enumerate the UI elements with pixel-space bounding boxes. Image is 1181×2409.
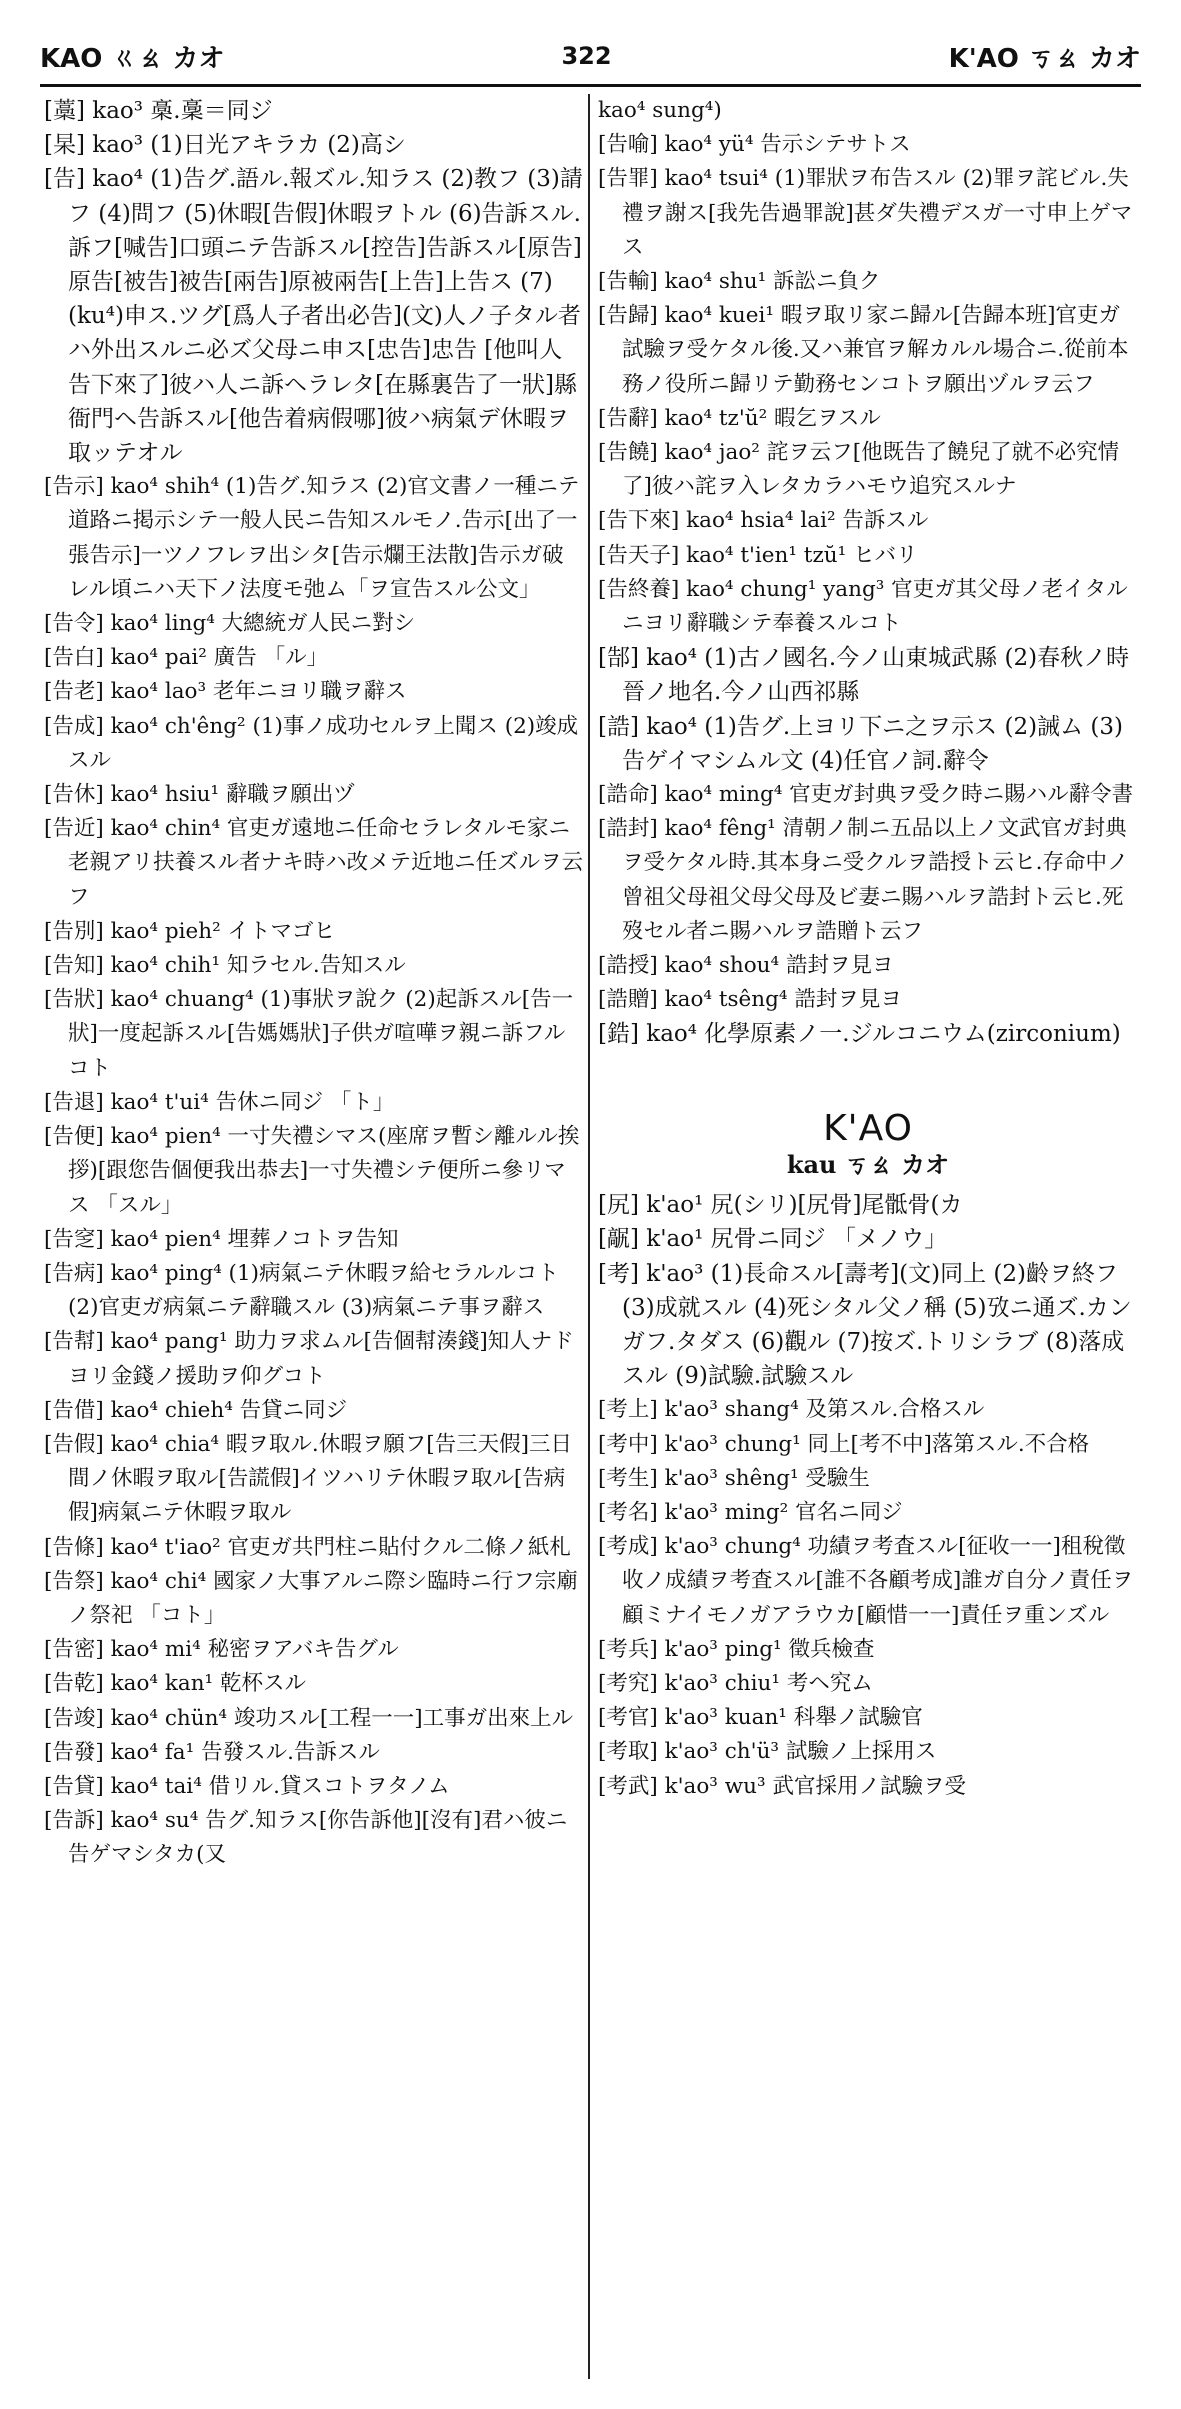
dictionary-entry: [告幇] kao⁴ pang¹ 助力ヲ求ムル[告個幇湊錢]知人ナドヨリ金錢ノ援助ヲ仰グコト (44, 1329, 574, 1389)
dictionary-entry: [告老] kao⁴ lao³ 老年ニヨリ職ヲ辭ス (44, 679, 407, 705)
dictionary-entry: [郜] kao⁴ (1)古ノ國名.今ノ山東城武縣 (2)春秋ノ時晉ノ地名.今ノ山西祁縣 (598, 645, 1130, 706)
dictionary-entry: [告示] kao⁴ shih⁴ (1)告グ.知ラス (2)官文書ノ一種ニテ道路ニ掲示シテ一般人民ニ告知スルモノ.告示[出了一張告示]一ツノフレヲ出シタ[告示爛王法散]告示ガ破レル頃ニハ天下ノ法度モ弛ム「ヲ宣告スル公文」 (44, 474, 580, 602)
dictionary-entry: [考上] k'ao³ shang⁴ 及第スル.合格スル (598, 1397, 985, 1423)
dictionary-entry: [考中] k'ao³ chung¹ 同上[考不中]落第スル.不合格 (598, 1431, 1090, 1457)
dictionary-entry: [告近] kao⁴ chin⁴ 官吏ガ遠地ニ任命セラレタルモ家ニ老親アリ扶養スル者ナキ時ハ改メテ近地ニ任ズルヲ云フ (44, 816, 584, 910)
dictionary-entry: [告別] kao⁴ pieh² イトマゴヒ (44, 918, 336, 944)
dictionary-entry: [告休] kao⁴ hsiu¹ 辭職ヲ願出ヅ (44, 782, 355, 808)
header-left: KAO ㄍㄠ カオ (40, 43, 225, 74)
dictionary-entry: [鋯] kao⁴ 化學原素ノ一.ジルコニウム(zirconium) (598, 1021, 1121, 1048)
dictionary-entry: [告辭] kao⁴ tz'ŭ² 暇乞ヲスル (598, 405, 881, 431)
dictionary-entry: [考取] k'ao³ ch'ü³ 試驗ノ上採用ス (598, 1739, 937, 1765)
dictionary-entry: [告令] kao⁴ ling⁴ 大總統ガ人民ニ對シ (44, 611, 416, 637)
dictionary-entry: [告成] kao⁴ ch'êng² (1)事ノ成功セルヲ上聞ス (2)竣成スル (44, 713, 579, 773)
dictionary-entry: [告條] kao⁴ t'iao² 官吏ガ共門柱ニ貼付クル二條ノ紙札 (44, 1534, 571, 1560)
column-divider (588, 94, 590, 2379)
dictionary-entry: [告訴] kao⁴ su⁴ 告グ.知ラス[你告訴他][沒有]君ハ彼ニ告ゲマシタカ(又 (44, 1808, 568, 1868)
dictionary-entry: [告下來] kao⁴ hsia⁴ lai² 告訴スル (598, 508, 929, 534)
dictionary-entry: [告輸] kao⁴ shu¹ 訴訟ニ負ク (598, 269, 881, 295)
dictionary-entry: [告便] kao⁴ pien⁴ 一寸失禮シマス(座席ヲ暫シ離ルル挨拶)[跟您告個便我出恭去]一寸失禮シテ便所ニ參リマス 「スル」 (44, 1124, 580, 1218)
section-subtitle: kau ㄎㄠ カオ (786, 1149, 950, 1179)
section-title: K'AO (823, 1107, 913, 1149)
dictionary-entry: [考究] k'ao³ chiu¹ 考ヘ究ム (598, 1670, 873, 1696)
right-column (598, 94, 1138, 1804)
page-header (40, 28, 1141, 84)
dictionary-entry: kao⁴ sung⁴) (598, 98, 722, 123)
dictionary-entry: [告借] kao⁴ chieh⁴ 告貸ニ同ジ (44, 1397, 348, 1423)
dictionary-entry: [告竣] kao⁴ chün⁴ 竣功スル[工程一一]工事ガ出來上ル (44, 1705, 574, 1731)
header-rule (40, 84, 1141, 87)
dictionary-entry: [告狀] kao⁴ chuang⁴ (1)事狀ヲ說ク (2)起訴スル[告一狀]一度起訴スル[告媽媽狀]子供ガ喧嘩ヲ親ニ訴フルコト (44, 987, 574, 1081)
dictionary-entry: [告退] kao⁴ t'ui⁴ 告休ニ同ジ 「ト」 (44, 1089, 395, 1115)
dictionary-entry: [告病] kao⁴ ping⁴ (1)病氣ニテ休暇ヲ給セラルルコト (2)官吏ガ病氣ニテ辭職スル (3)病氣ニテ事ヲ辭ス (44, 1260, 566, 1321)
left-column (44, 94, 584, 1873)
dictionary-entry: [考成] k'ao³ chung⁴ 功績ヲ考査スル[征收一一]租稅徵收ノ成績ヲ考査スル[誰不各顧考成]誰ガ自分ノ責任ヲ顧ミナイモノガアラウカ[顧惜一一]責任ヲ重ンズル (598, 1534, 1134, 1628)
dictionary-entry: [誥授] kao⁴ shou⁴ 誥封ヲ見ヨ (598, 953, 894, 979)
section-heading (598, 1107, 1138, 1182)
dictionary-entry: [藁] kao³ 槀.稾＝同ジ (44, 98, 273, 124)
dictionary-entry: [考兵] k'ao³ ping¹ 徵兵檢查 (598, 1636, 875, 1662)
dictionary-entry: [誥贈] kao⁴ tsêng⁴ 誥封ヲ見ヨ (598, 987, 902, 1013)
dictionary-entry: [考官] k'ao³ kuan¹ 科舉ノ試驗官 (598, 1705, 923, 1731)
dictionary-entry: [告窆] kao⁴ pien⁴ 埋葬ノコトヲ告知 (44, 1226, 399, 1252)
dictionary-entry: [告白] kao⁴ pai² 廣告 「ル」 (44, 645, 329, 671)
dictionary-entry: [告終養] kao⁴ chung¹ yang³ 官吏ガ其父母ノ老イタルニヨリ辭職シテ奉養スルコト (598, 576, 1128, 637)
dictionary-entry: [告祭] kao⁴ chi⁴ 國家ノ大事アルニ際シ臨時ニ行フ宗廟ノ祭祀 「コト」 (44, 1568, 578, 1628)
header-right: K'AO ㄎㄠ カオ (948, 43, 1141, 74)
dictionary-entry: [告乾] kao⁴ kan¹ 乾杯スル (44, 1671, 307, 1697)
dictionary-entry: [告饒] kao⁴ jao² 詫ヲ云フ[他既告了饒兒了就不必究情了]彼ハ詫ヲ入レタカラハモウ追究スルナ (598, 440, 1120, 500)
dictionary-entry: [告假] kao⁴ chia⁴ 暇ヲ取ル.休暇ヲ願フ[告三天假]三日間ノ休暇ヲ取ル[告謊假]イツハリテ休暇ヲ取ル[告病假]病氣ニテ休暇ヲ取ル (44, 1431, 573, 1526)
dictionary-entry: [告] kao⁴ (1)告グ.語ル.報ズル.知ラス (2)教フ (3)請フ (4)問フ (5)休暇[告假]休暇ヲトル (6)告訴スル.訴フ[喊告]口頭ニテ告訴スル[控告]告訴スル[原告]原告[被告]被告[兩告]原被兩告[上告]上告ス (7)(ku⁴)申ス.ツグ[爲人子者出必告](文)人ノ子タル者ハ外出スルニ必ズ父母ニ申ス[忠告]忠告 [他叫人告下來了]彼ハ人ニ訴ヘラレタ[在縣裏告了一狀]縣衙門ヘ告訴スル[他告着病假哪]彼ハ病氣デ休暇ヲ取ッテオル (44, 166, 583, 467)
page-number: 322 (561, 42, 612, 70)
dictionary-entry: [告知] kao⁴ chih¹ 知ラセル.告知スル (44, 953, 406, 979)
dictionary-entry: [誥] kao⁴ (1)告グ.上ヨリ下ニ之ヲ示ス (2)誡ム (3)告ゲイマシムル文 (4)任官ノ詞.辭令 (598, 713, 1123, 774)
dictionary-entry: [髛] k'ao¹ 尻骨ニ同ジ 「メノウ」 (598, 1226, 948, 1253)
dictionary-entry: [考武] k'ao³ wu³ 武官採用ノ試驗ヲ受 (598, 1773, 966, 1799)
dictionary-entry: [告喻] kao⁴ yü⁴ 告示シテサトス (598, 132, 911, 158)
dictionary-entry: [考生] k'ao³ shêng¹ 受驗生 (598, 1465, 870, 1491)
dictionary-entry: [尻] k'ao¹ 尻(シリ)[尻骨]尾骶骨(カ (598, 1192, 963, 1219)
dictionary-entry: [杲] kao³ (1)日光アキラカ (2)高シ (44, 132, 406, 159)
dictionary-entry: [誥封] kao⁴ fêng¹ 清朝ノ制ニ五品以上ノ文武官ガ封典ヲ受ケタル時.其本身ニ受クルヲ誥授ト云ヒ.存命中ノ曾祖父母祖父母父母及ビ妻ニ賜ハルヲ誥封ト云ヒ.死歿セル者ニ賜ハルヲ誥贈ト云フ (598, 816, 1129, 944)
dictionary-entry: [告貸] kao⁴ tai⁴ 借リル.貸スコトヲタノム (44, 1773, 450, 1799)
dictionary-entry: [考] k'ao³ (1)長命スル[壽考](文)同上 (2)齡ヲ終フ (3)成就スル (4)死シタル父ノ稱 (5)攷ニ通ズ.カンガフ.タダス (6)觀ル (7)按ズ.トリシラブ (8)落成スル (9)試驗.試驗スル (598, 1260, 1132, 1390)
dictionary-entry: [告發] kao⁴ fa¹ 告發スル.告訴スル (44, 1739, 380, 1765)
dictionary-entry: [考名] k'ao³ ming² 官名ニ同ジ (598, 1499, 903, 1525)
dictionary-entry: [誥命] kao⁴ ming⁴ 官吏ガ封典ヲ受ク時ニ賜ハル辭令書 (598, 782, 1134, 808)
dictionary-entry: [告天子] kao⁴ t'ien¹ tzŭ¹ ヒバリ (598, 542, 918, 568)
dictionary-entry: [告罪] kao⁴ tsui⁴ (1)罪狀ヲ布告スル (2)罪ヲ詫ビル.失禮ヲ謝ス[我先告過罪說]甚ダ失禮デスガ一寸申上ゲマス (598, 166, 1133, 260)
dictionary-entry: [告歸] kao⁴ kuei¹ 暇ヲ取リ家ニ歸ル[告歸本班]官吏ガ試驗ヲ受ケタル後.又ハ兼官ヲ解カルル場合ニ.從前本務ノ役所ニ歸リテ勤務センコトヲ願出ヅルヲ云フ (598, 303, 1129, 397)
dictionary-entry: [告密] kao⁴ mi⁴ 秘密ヲアバキ告グル (44, 1637, 399, 1663)
